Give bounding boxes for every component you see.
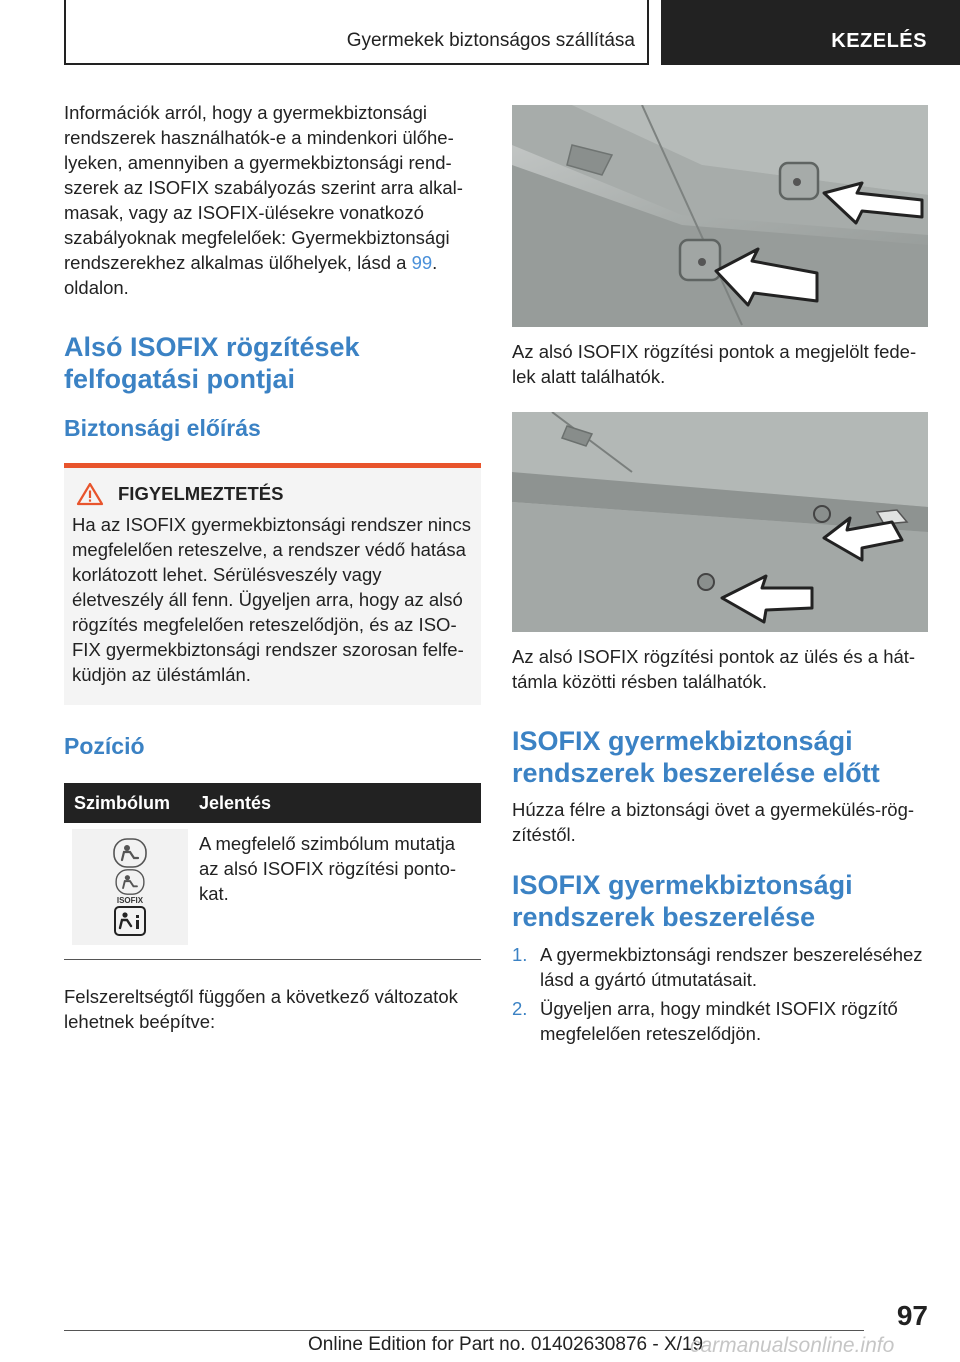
page-number: 97 <box>896 1300 928 1331</box>
symbol-table <box>64 783 481 957</box>
list-item <box>512 942 928 992</box>
caption-gap: Az alsó ISOFIX rögzítési pontok az ülés és a háttámla közötti résben találhatók. <box>512 646 916 692</box>
child-seat-info-icon <box>114 906 146 936</box>
footer-edition: Online Edition for Part no. 01402630876 - X/19 <box>308 1334 704 1355</box>
heading-before-install: ISOFIX gyermekbiztonsági rendszerek beszerelése előtt <box>512 726 880 788</box>
footer-rule <box>64 1330 864 1331</box>
table-bottom-rule <box>64 959 481 960</box>
intro-paragraph <box>64 100 481 300</box>
isofix-symbol <box>115 869 145 905</box>
header-chapter-box <box>64 0 649 65</box>
chapter-title: Gyermekek biztonságos szállítása <box>346 30 635 51</box>
section-title: KEZELÉS <box>831 30 927 52</box>
install-steps <box>512 942 928 1046</box>
step-text: A gyermekbiztonsági rendszer beszereléséhez lásd a gyártó útmutatásait. <box>540 944 923 990</box>
heading-install: ISOFIX gyermekbiztonsági rendszerek beszerelése <box>512 870 853 932</box>
table-row <box>64 823 481 957</box>
photo-seat-gap-illustration <box>512 412 928 632</box>
warning-text: Ha az ISOFIX gyermekbiztonsági rendszer nincs megfelelően reteszelve, a rendszer védő hatása korlátozott lehet. Sérülésveszély vagy életveszély áll fenn. Ügyeljen arra, hogy az alsó rögzítés megfelelően reteszelődjön, és az ISOFIX gyermekbiztonsági rendszer szorosan felfeküdjön az üléstámlán. <box>72 514 471 685</box>
header-section-box <box>661 0 960 65</box>
table-header-meaning: Jelentés <box>189 783 481 823</box>
photo-isofix-covers <box>512 105 928 327</box>
left-column <box>64 100 481 1034</box>
photo-seat-covers-illustration <box>512 105 928 327</box>
isofix-label: ISOFIX <box>116 895 144 905</box>
caption-covers: Az alsó ISOFIX rögzítési pontok a megjelölt fedelek alatt találhatók. <box>512 341 917 387</box>
intro-text: Információk arról, hogy a gyermekbiztonsági rendszerek használhatók-e a mindenkori ülőhelyeken, amennyiben a gyermekbiztonsági rendszerek az ISOFIX szabályozás szerint arra alkalmasak, vagy az ISOFIX-ülésekre vonatkozó szabályoknak megfelelőek: Gyermekbiztonsági rendszerekhez alkalmas ülőhelyek, lásd a <box>64 102 463 273</box>
list-item <box>512 996 928 1046</box>
table-header-symbol: Szimbólum <box>64 783 189 823</box>
photo-isofix-gap <box>512 412 928 632</box>
step-number: 2. <box>512 998 528 1019</box>
watermark: carmanualsonline.info <box>690 1334 895 1357</box>
child-seat-icon <box>113 838 147 868</box>
warning-icon <box>76 482 104 506</box>
symbol-cell <box>72 829 188 945</box>
warning-box <box>64 463 481 705</box>
isofix-seat-icon <box>115 869 145 895</box>
warning-header <box>76 482 473 506</box>
variants-paragraph: Felszereltségtől függően a következő változatok lehetnek beépítve: <box>64 986 458 1032</box>
heading-position: Pozíció <box>64 733 145 759</box>
page-link[interactable]: 99 <box>411 252 433 273</box>
symbol-meaning: A megfelelő szimbólum mutatja az alsó ISOFIX rögzítési pontokat. <box>199 833 457 904</box>
step-number: 1. <box>512 944 528 965</box>
right-column <box>512 105 928 1050</box>
intro-suffix: . oldalon. <box>64 252 438 298</box>
warning-title: FIGYELMEZTETÉS <box>118 483 284 504</box>
heading-safety: Biztonsági előírás <box>64 415 261 441</box>
step-text: Ügyeljen arra, hogy mindkét ISOFIX rögzítő megfelelően reteszelődjön. <box>540 998 898 1044</box>
heading-isofix-anchors: Alsó ISOFIX rögzítések felfogatási pontjai <box>64 332 360 394</box>
before-install-text: Húzza félre a biztonsági övet a gyermekülés-rögzítéstől. <box>512 799 915 845</box>
